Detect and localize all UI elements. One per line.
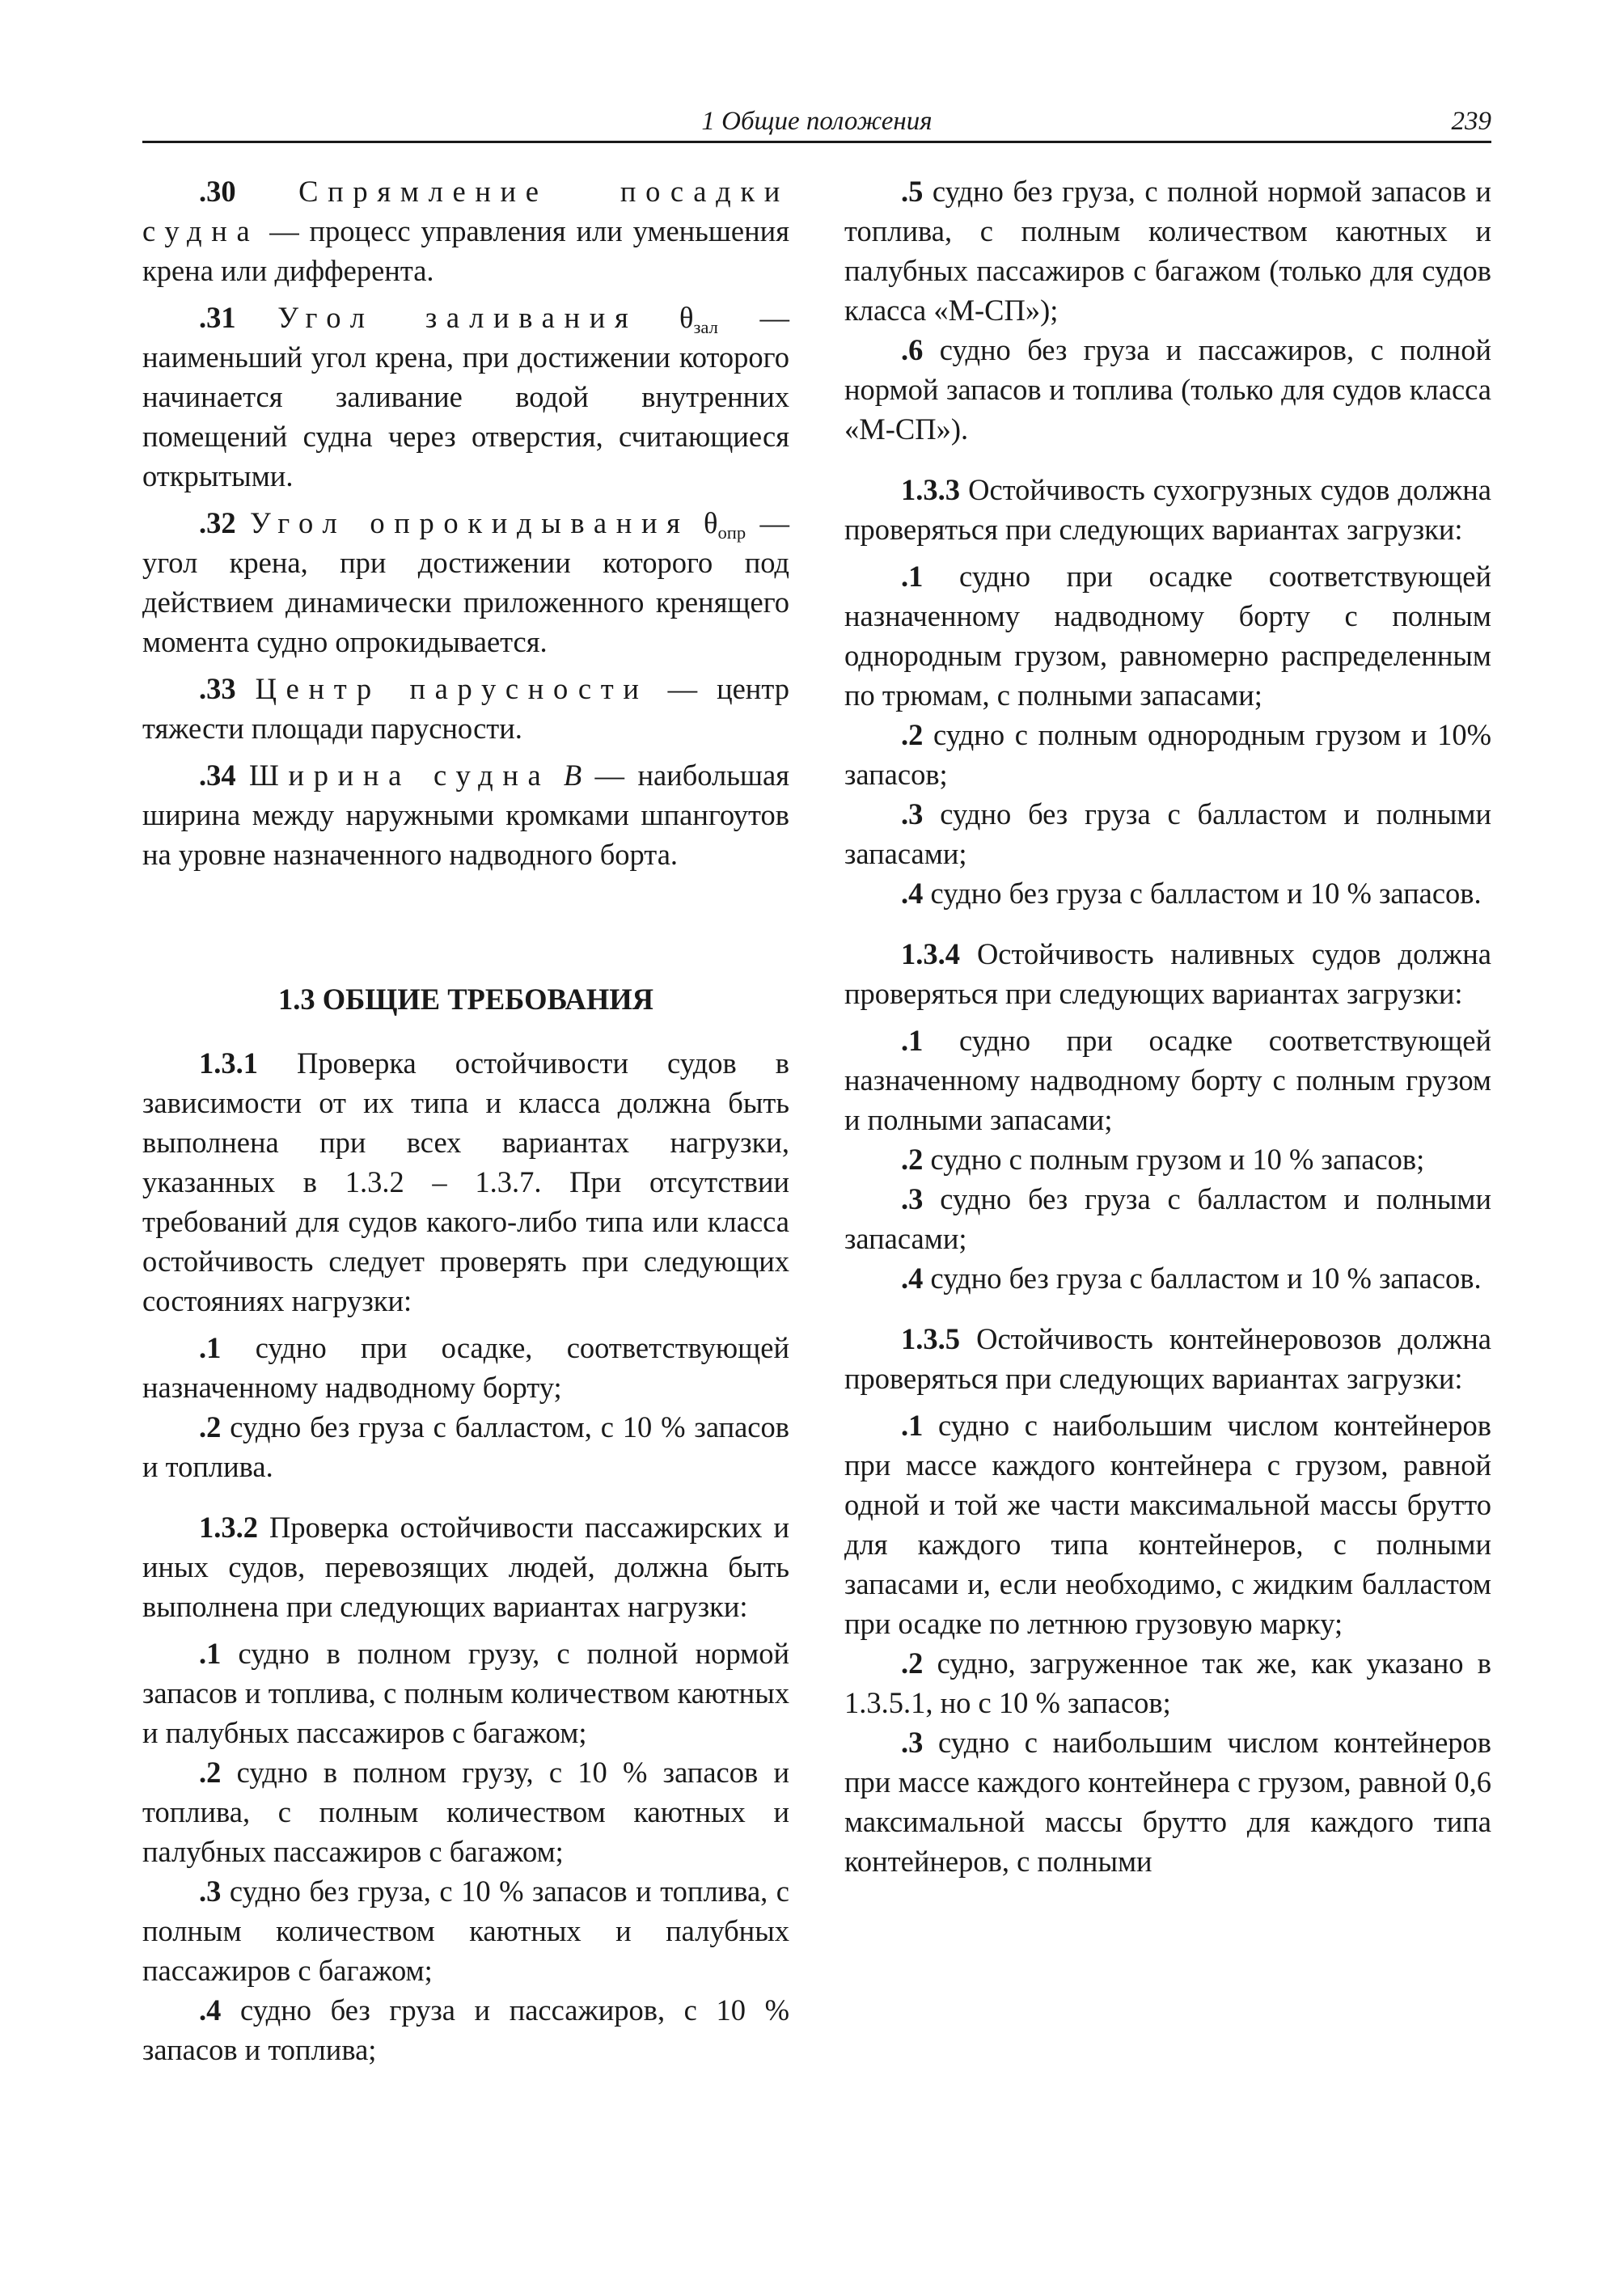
left-column <box>142 171 789 2069</box>
definition-number: .30 <box>199 175 236 208</box>
clause-item <box>142 1990 789 2069</box>
item-text: судно в полном грузу, с полной нормой запасов и топлива, с полным количеством каютных и палубных пассажиров с багажом; <box>142 1637 789 1749</box>
page-number: 239 <box>1451 107 1491 136</box>
item-number: .2 <box>199 1410 222 1443</box>
clause-item <box>844 1722 1491 1881</box>
definition-text: — наименьший угол крена, при достижении которого начинается заливание водой внутренних помещений судна через отверстия, считающиеся открытыми. <box>142 301 790 492</box>
clause-item <box>844 873 1491 913</box>
clause-number: 1.3.1 <box>199 1046 258 1080</box>
item-text: судно без груза с балластом, с 10 % запасов и топлива. <box>142 1410 789 1483</box>
item-number: .6 <box>901 333 924 366</box>
clause-1-3-3 <box>844 470 1491 549</box>
item-text: судно с полным грузом и 10 % запасов; <box>923 1143 1425 1176</box>
clause-item <box>142 1634 789 1752</box>
clause-item <box>142 1752 789 1871</box>
clause-1-3-1 <box>142 1043 789 1321</box>
item-text: судно без груза с балластом и 10 % запасов. <box>923 877 1482 910</box>
item-number: .1 <box>901 1024 924 1057</box>
definition-text: — угол крена, при достижении которого под действием динамически приложенного кренящего момента судно опрокидывается. <box>142 506 790 658</box>
item-text: судно без груза и пассажиров, с полной нормой запасов и топлива (только для судов класса «М-СП»). <box>844 333 1491 446</box>
clause-intro: Остойчивость контейнеровозов должна проверяться при следующих вариантах загрузки: <box>844 1322 1491 1395</box>
item-number: .5 <box>901 175 924 208</box>
clause-number: 1.3.2 <box>199 1511 258 1544</box>
item-text: судно без груза с балластом и полными запасами; <box>844 1182 1491 1255</box>
definition-32 <box>142 503 789 662</box>
item-number: .4 <box>199 1993 222 2027</box>
item-text: судно при осадке соответствующей назначенному надводному борту с полным однородным грузом, равномерно распределенным по трюмам, с полными запасами; <box>844 560 1491 712</box>
item-text: судно, загруженное так же, как указано в 1.3.5.1, но с 10 % запасов; <box>844 1646 1491 1719</box>
item-number: .3 <box>199 1875 222 1908</box>
item-text: судно без груза, с 10 % запасов и топлива, с полным количеством каютных и палубных пассажиров с багажом; <box>142 1875 789 1987</box>
definition-number: .31 <box>199 301 236 334</box>
clause-number: 1.3.3 <box>901 473 960 506</box>
item-text: судно при осадке соответствующей назначенному надводному борту с полным грузом и полными запасами; <box>844 1024 1491 1136</box>
clause-1-3-2 <box>142 1507 789 1626</box>
definition-text: — наибольшая ширина между наружными кромками шпангоутов на уровне назначенного надводного борта. <box>142 759 790 871</box>
definition-33 <box>142 669 789 748</box>
item-number: .4 <box>901 1262 924 1295</box>
item-text: судно без груза с балластом и полными запасами; <box>844 797 1491 870</box>
definition-term: Угол заливания <box>277 301 638 334</box>
clause-item <box>844 1258 1491 1298</box>
clause-number: 1.3.5 <box>901 1322 960 1355</box>
item-text: судно без груза, с полной нормой запасов и топлива, с полным количеством каютных и палубных пассажиров с багажом (только для судов класса «М-СП»); <box>844 175 1491 327</box>
definition-34 <box>142 755 789 874</box>
item-number: .1 <box>901 1409 924 1442</box>
item-number: .3 <box>901 1726 924 1759</box>
clause-item <box>844 1021 1491 1139</box>
item-text: судно без груза и пассажиров, с 10 % запасов и топлива; <box>142 1993 789 2066</box>
item-number: .2 <box>901 718 924 751</box>
definition-30 <box>142 171 789 290</box>
definition-term: Спрямление посадки судна <box>142 175 789 247</box>
item-number: .3 <box>901 1182 924 1215</box>
item-number: .2 <box>901 1646 924 1680</box>
item-number: .4 <box>901 877 924 910</box>
item-number: .2 <box>199 1756 222 1789</box>
clause-1-3-5 <box>844 1319 1491 1398</box>
symbol-subscript: опр <box>717 522 746 543</box>
clause-item <box>844 556 1491 715</box>
clause-item <box>844 1405 1491 1643</box>
clause-number: 1.3.4 <box>901 937 960 970</box>
clause-intro: Остойчивость сухогрузных судов должна проверяться при следующих вариантах загрузки: <box>844 473 1491 546</box>
clause-item <box>844 1139 1491 1179</box>
definition-term: Ширина судна <box>249 759 551 792</box>
right-column <box>844 171 1491 1881</box>
definition-text: — центр тяжести площади парусности. <box>142 672 789 745</box>
definition-number: .33 <box>199 672 236 705</box>
item-number: .3 <box>901 797 924 831</box>
theta-symbol: θ <box>703 506 718 539</box>
definition-term: Центр парусности <box>255 672 649 705</box>
item-text: судно с полным однородным грузом и 10% запасов; <box>844 718 1491 791</box>
clause-item <box>142 1407 789 1486</box>
item-text: судно с наибольшим числом контейнеров при массе каждого контейнера с грузом, равной 0,6 максимальной массы брутто для каждого типа контейнеров, с полными <box>844 1726 1491 1878</box>
item-number: .1 <box>901 560 924 593</box>
clause-item <box>844 330 1491 449</box>
clause-item <box>142 1871 789 1990</box>
item-text: судно без груза с балластом и 10 % запасов. <box>923 1262 1482 1295</box>
definition-term: Угол опрокидывания <box>249 506 690 539</box>
section-heading: 1.3 ОБЩИЕ ТРЕБОВАНИЯ <box>277 983 654 1016</box>
clause-item <box>844 794 1491 873</box>
item-text: судно в полном грузу, с 10 % запасов и топлива, с полным количеством каютных и палубных пассажиров с багажом; <box>142 1756 789 1868</box>
width-symbol: B <box>563 759 582 792</box>
definition-31 <box>142 298 789 496</box>
item-number: .1 <box>199 1637 222 1670</box>
clause-item <box>844 1643 1491 1722</box>
item-text: судно при осадке, соответствующей назначенному надводному борту; <box>142 1331 789 1404</box>
clause-item <box>844 715 1491 794</box>
theta-symbol: θ <box>679 301 694 334</box>
running-section-title: 1 Общие положения <box>701 107 933 136</box>
item-number: .1 <box>199 1331 222 1364</box>
clause-1-3-4 <box>844 934 1491 1013</box>
item-text: судно с наибольшим числом контейнеров при массе каждого контейнера с грузом, равной одной и той же части максимальной массы брутто для каждого типа контейнеров, с полными запасами и, если необходимо, с жидким балластом при осадке по летнюю грузовую марку; <box>844 1409 1491 1640</box>
definition-text: — процесс управления или уменьшения крена или дифферента. <box>142 214 789 287</box>
clause-intro: Остойчивость наливных судов должна проверяться при следующих вариантах загрузки: <box>844 937 1491 1010</box>
symbol-subscript: зал <box>693 316 718 337</box>
definition-number: .32 <box>199 506 236 539</box>
definition-number: .34 <box>199 759 236 792</box>
clause-item <box>142 1328 789 1407</box>
clause-item <box>844 171 1491 330</box>
clause-intro: Проверка остойчивости пассажирских и иных судов, перевозящих людей, должна быть выполнена при следующих вариантах нагрузки: <box>142 1511 789 1623</box>
clause-item <box>844 1179 1491 1258</box>
item-number: .2 <box>901 1143 924 1176</box>
clause-intro: Проверка остойчивости судов в зависимости от их типа и класса должна быть выполнена при всех вариантах нагрузки, указанных в 1.3.2 – 1.3.7. При отсутствии требований для судов какого-либо типа или класса остойчивость следует проверять при следующих состояниях нагрузки: <box>142 1046 789 1317</box>
running-header <box>142 104 1491 143</box>
